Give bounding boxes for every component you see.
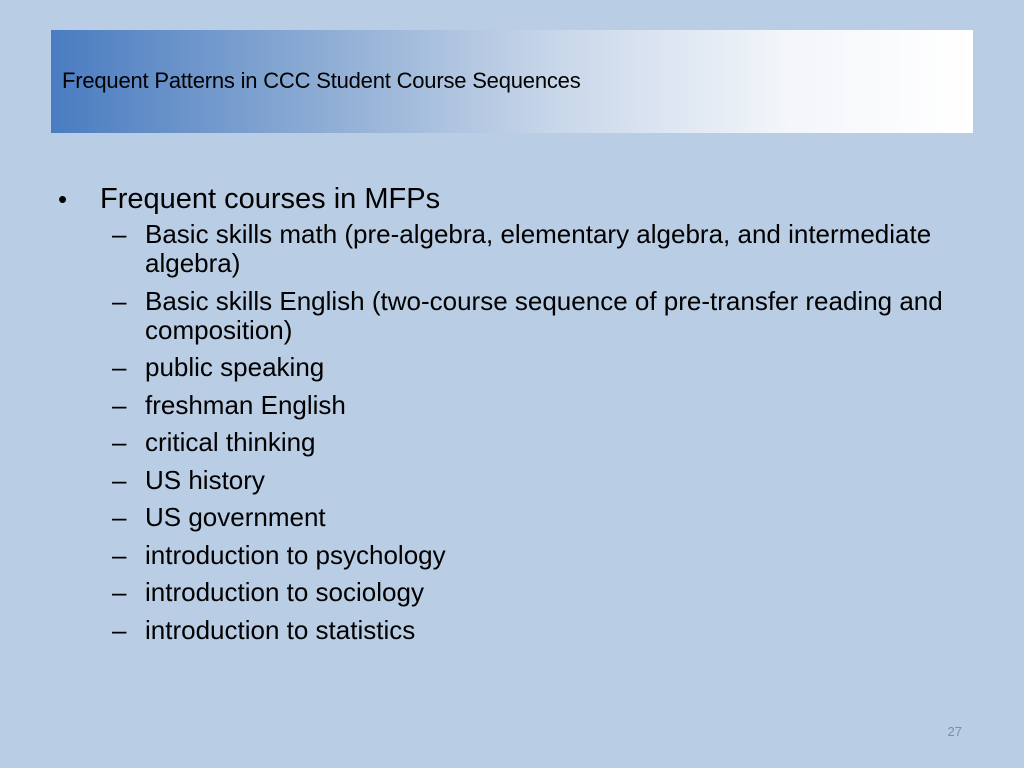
sub-bullet-text: Basic skills math (pre-algebra, elementary algebra, and intermediate algebra) — [145, 219, 932, 278]
dash-marker: – — [112, 614, 127, 645]
sub-bullet-item — [112, 466, 978, 495]
sub-bullet-text: introduction to sociology — [145, 577, 424, 607]
sub-bullet-item — [112, 578, 978, 607]
slide-title: Frequent Patterns in CCC Student Course Sequences — [62, 67, 581, 93]
dash-marker: – — [112, 285, 127, 316]
sub-bullet-text: US government — [145, 502, 326, 532]
sub-bullet-list — [112, 220, 978, 645]
dash-marker: – — [112, 539, 127, 570]
sub-bullet-item — [112, 616, 978, 645]
dash-marker: – — [112, 464, 127, 495]
sub-bullet-text: introduction to psychology — [145, 539, 446, 570]
sub-bullet-item — [112, 541, 978, 570]
dash-marker: – — [112, 219, 127, 249]
sub-bullet-item — [112, 503, 978, 532]
dash-marker: – — [112, 502, 127, 532]
sub-bullet-item — [112, 391, 978, 420]
bullet-marker: • — [58, 184, 68, 214]
sub-bullet-text: introduction to statistics — [145, 614, 416, 645]
sub-bullet-text: public speaking — [145, 352, 325, 382]
dash-marker: – — [112, 352, 127, 382]
sub-bullet-item — [112, 353, 978, 382]
sub-bullet-text: critical thinking — [145, 427, 316, 457]
sub-bullet-text: freshman English — [145, 389, 346, 420]
sub-bullet-item — [112, 220, 978, 278]
title-bar — [51, 30, 973, 133]
dash-marker: – — [112, 389, 127, 420]
page-number: 27 — [947, 724, 962, 739]
main-bullet-text: Frequent courses in MFPs — [100, 183, 441, 215]
dash-marker: – — [112, 577, 127, 607]
dash-marker: – — [112, 427, 127, 457]
sub-bullet-text: US history — [145, 464, 265, 495]
sub-bullet-text: Basic skills English (two-course sequence of pre-transfer reading and composition) — [145, 285, 943, 345]
sub-bullet-item — [112, 287, 978, 345]
slide-content — [58, 178, 978, 653]
main-bullet — [58, 178, 978, 220]
sub-bullet-item — [112, 428, 978, 457]
